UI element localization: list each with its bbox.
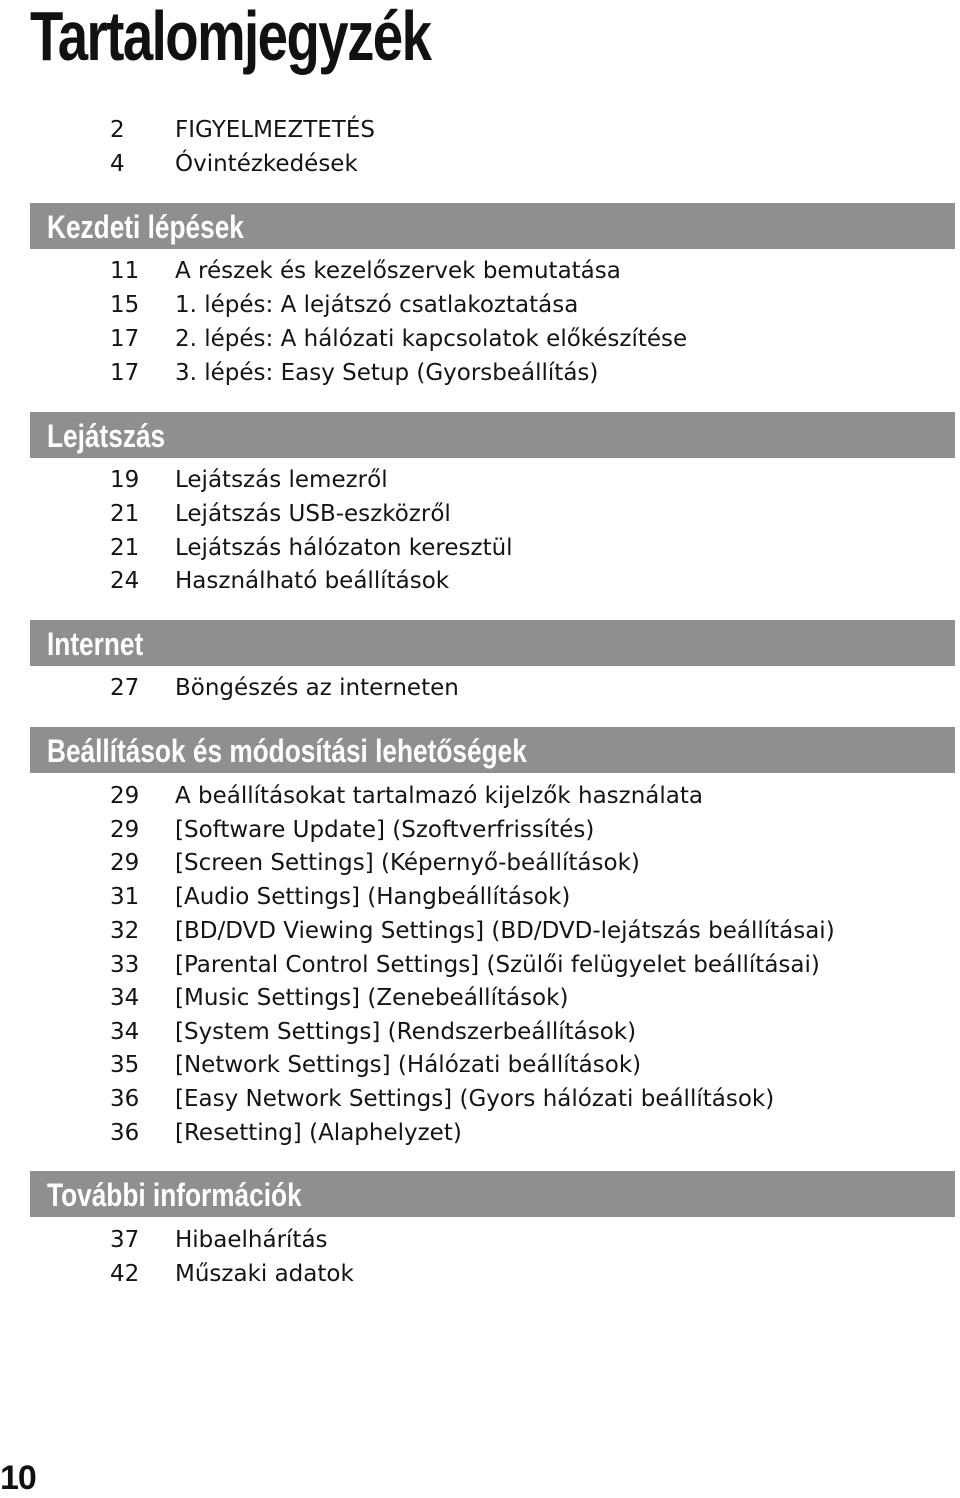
toc-entry[interactable] (0, 564, 960, 598)
toc-entry-title: 1. lépés: A lejátszó csatlakoztatása (175, 292, 579, 318)
section-header-additional-info (30, 1171, 955, 1217)
toc-page-number: 31 (110, 884, 140, 910)
toc-entry[interactable] (0, 948, 960, 982)
toc-entry[interactable] (0, 1116, 960, 1150)
toc-page-number: 4 (110, 151, 125, 177)
section-title: Lejátszás (47, 418, 166, 454)
toc-entry[interactable] (0, 1257, 960, 1291)
toc-entry-title: [Resetting] (Alaphelyzet) (175, 1120, 462, 1146)
toc-entry[interactable] (0, 779, 960, 813)
toc-page-number: 33 (110, 952, 140, 978)
toc-entry[interactable] (0, 356, 960, 390)
toc-entry[interactable] (0, 813, 960, 847)
toc-entry-title: [Music Settings] (Zenebeállítások) (175, 985, 569, 1011)
toc-entry-title: [BD/DVD Viewing Settings] (BD/DVD-lejátszás beállításai) (175, 918, 835, 944)
toc-entry-title: Lejátszás USB-eszközről (175, 501, 451, 527)
toc-entry[interactable] (0, 322, 960, 356)
toc-page-number: 36 (110, 1086, 140, 1112)
toc-entry-title: A beállításokat tartalmazó kijelzők használata (175, 783, 704, 809)
toc-page-number: 42 (110, 1261, 140, 1287)
page-title: Tartalomjegyzék (30, 0, 431, 75)
toc-entry-title: Lejátszás hálózaton keresztül (175, 535, 513, 561)
section-title: Internet (47, 626, 144, 662)
toc-page-number: 24 (110, 568, 140, 594)
toc-entry[interactable] (0, 1223, 960, 1257)
toc-entry[interactable] (0, 254, 960, 288)
toc-entry[interactable] (0, 497, 960, 531)
toc-entry[interactable] (0, 880, 960, 914)
toc-page-number: 27 (110, 675, 140, 701)
section-header-playback (30, 412, 955, 458)
toc-page-number: 37 (110, 1227, 140, 1253)
section-title: Kezdeti lépések (47, 209, 244, 245)
toc-entry[interactable] (0, 1048, 960, 1082)
toc-entry-title: 2. lépés: A hálózati kapcsolatok előkészítése (175, 326, 688, 352)
toc-entry-title: Hibaelhárítás (175, 1227, 328, 1253)
toc-entry-title: FIGYELMEZTETÉS (175, 117, 375, 143)
section-header-internet (30, 620, 955, 666)
toc-entry-title: [System Settings] (Rendszerbeállítások) (175, 1019, 637, 1045)
toc-page-number: 17 (110, 326, 140, 352)
toc-page-number: 35 (110, 1052, 140, 1078)
toc-page-number: 21 (110, 535, 140, 561)
toc-entry[interactable] (0, 113, 960, 147)
toc-page-number: 2 (110, 117, 125, 143)
toc-entry-title: Óvintézkedések (175, 151, 358, 177)
section-title: További információk (47, 1177, 302, 1213)
toc-entry[interactable] (0, 463, 960, 497)
section-header-settings (30, 727, 955, 773)
toc-entry-title: Lejátszás lemezről (175, 467, 388, 493)
toc-entry[interactable] (0, 531, 960, 565)
section-title: Beállítások és módosítási lehetőségek (47, 733, 527, 769)
section-header-getting-started (30, 203, 955, 249)
toc-page-number: 17 (110, 360, 140, 386)
toc-page-number: 34 (110, 985, 140, 1011)
toc-page-number: 19 (110, 467, 140, 493)
toc-entry[interactable] (0, 981, 960, 1015)
toc-entry[interactable] (0, 1082, 960, 1116)
toc-entry[interactable] (0, 846, 960, 880)
toc-entry-title: A részek és kezelőszervek bemutatása (175, 258, 621, 284)
toc-entry[interactable] (0, 914, 960, 948)
toc-entry-title: [Screen Settings] (Képernyő-beállítások) (175, 850, 640, 876)
toc-page-number: 11 (110, 258, 140, 284)
toc-entry[interactable] (0, 147, 960, 181)
toc-page-number: 15 (110, 292, 140, 318)
toc-entry[interactable] (0, 1015, 960, 1049)
toc-entry-title: Böngészés az interneten (175, 675, 459, 701)
toc-entry-title: [Software Update] (Szoftverfrissítés) (175, 817, 595, 843)
page-number: 10 (0, 1459, 36, 1497)
toc-page-number: 36 (110, 1120, 140, 1146)
toc-page-number: 21 (110, 501, 140, 527)
toc-entry-title: Használható beállítások (175, 568, 450, 594)
toc-entry-title: [Parental Control Settings] (Szülői felügyelet beállításai) (175, 952, 820, 978)
toc-page-number: 32 (110, 918, 140, 944)
toc-entry[interactable] (0, 671, 960, 705)
toc-entry[interactable] (0, 288, 960, 322)
toc-page-number: 29 (110, 850, 140, 876)
toc-page-number: 34 (110, 1019, 140, 1045)
toc-entry-title: [Easy Network Settings] (Gyors hálózati beállítások) (175, 1086, 775, 1112)
toc-entry-title: 3. lépés: Easy Setup (Gyorsbeállítás) (175, 360, 599, 386)
toc-entry-title: Műszaki adatok (175, 1261, 354, 1287)
toc-page-number: 29 (110, 817, 140, 843)
toc-entry-title: [Network Settings] (Hálózati beállítások) (175, 1052, 642, 1078)
toc-page-number: 29 (110, 783, 140, 809)
toc-entry-title: [Audio Settings] (Hangbeállítások) (175, 884, 571, 910)
